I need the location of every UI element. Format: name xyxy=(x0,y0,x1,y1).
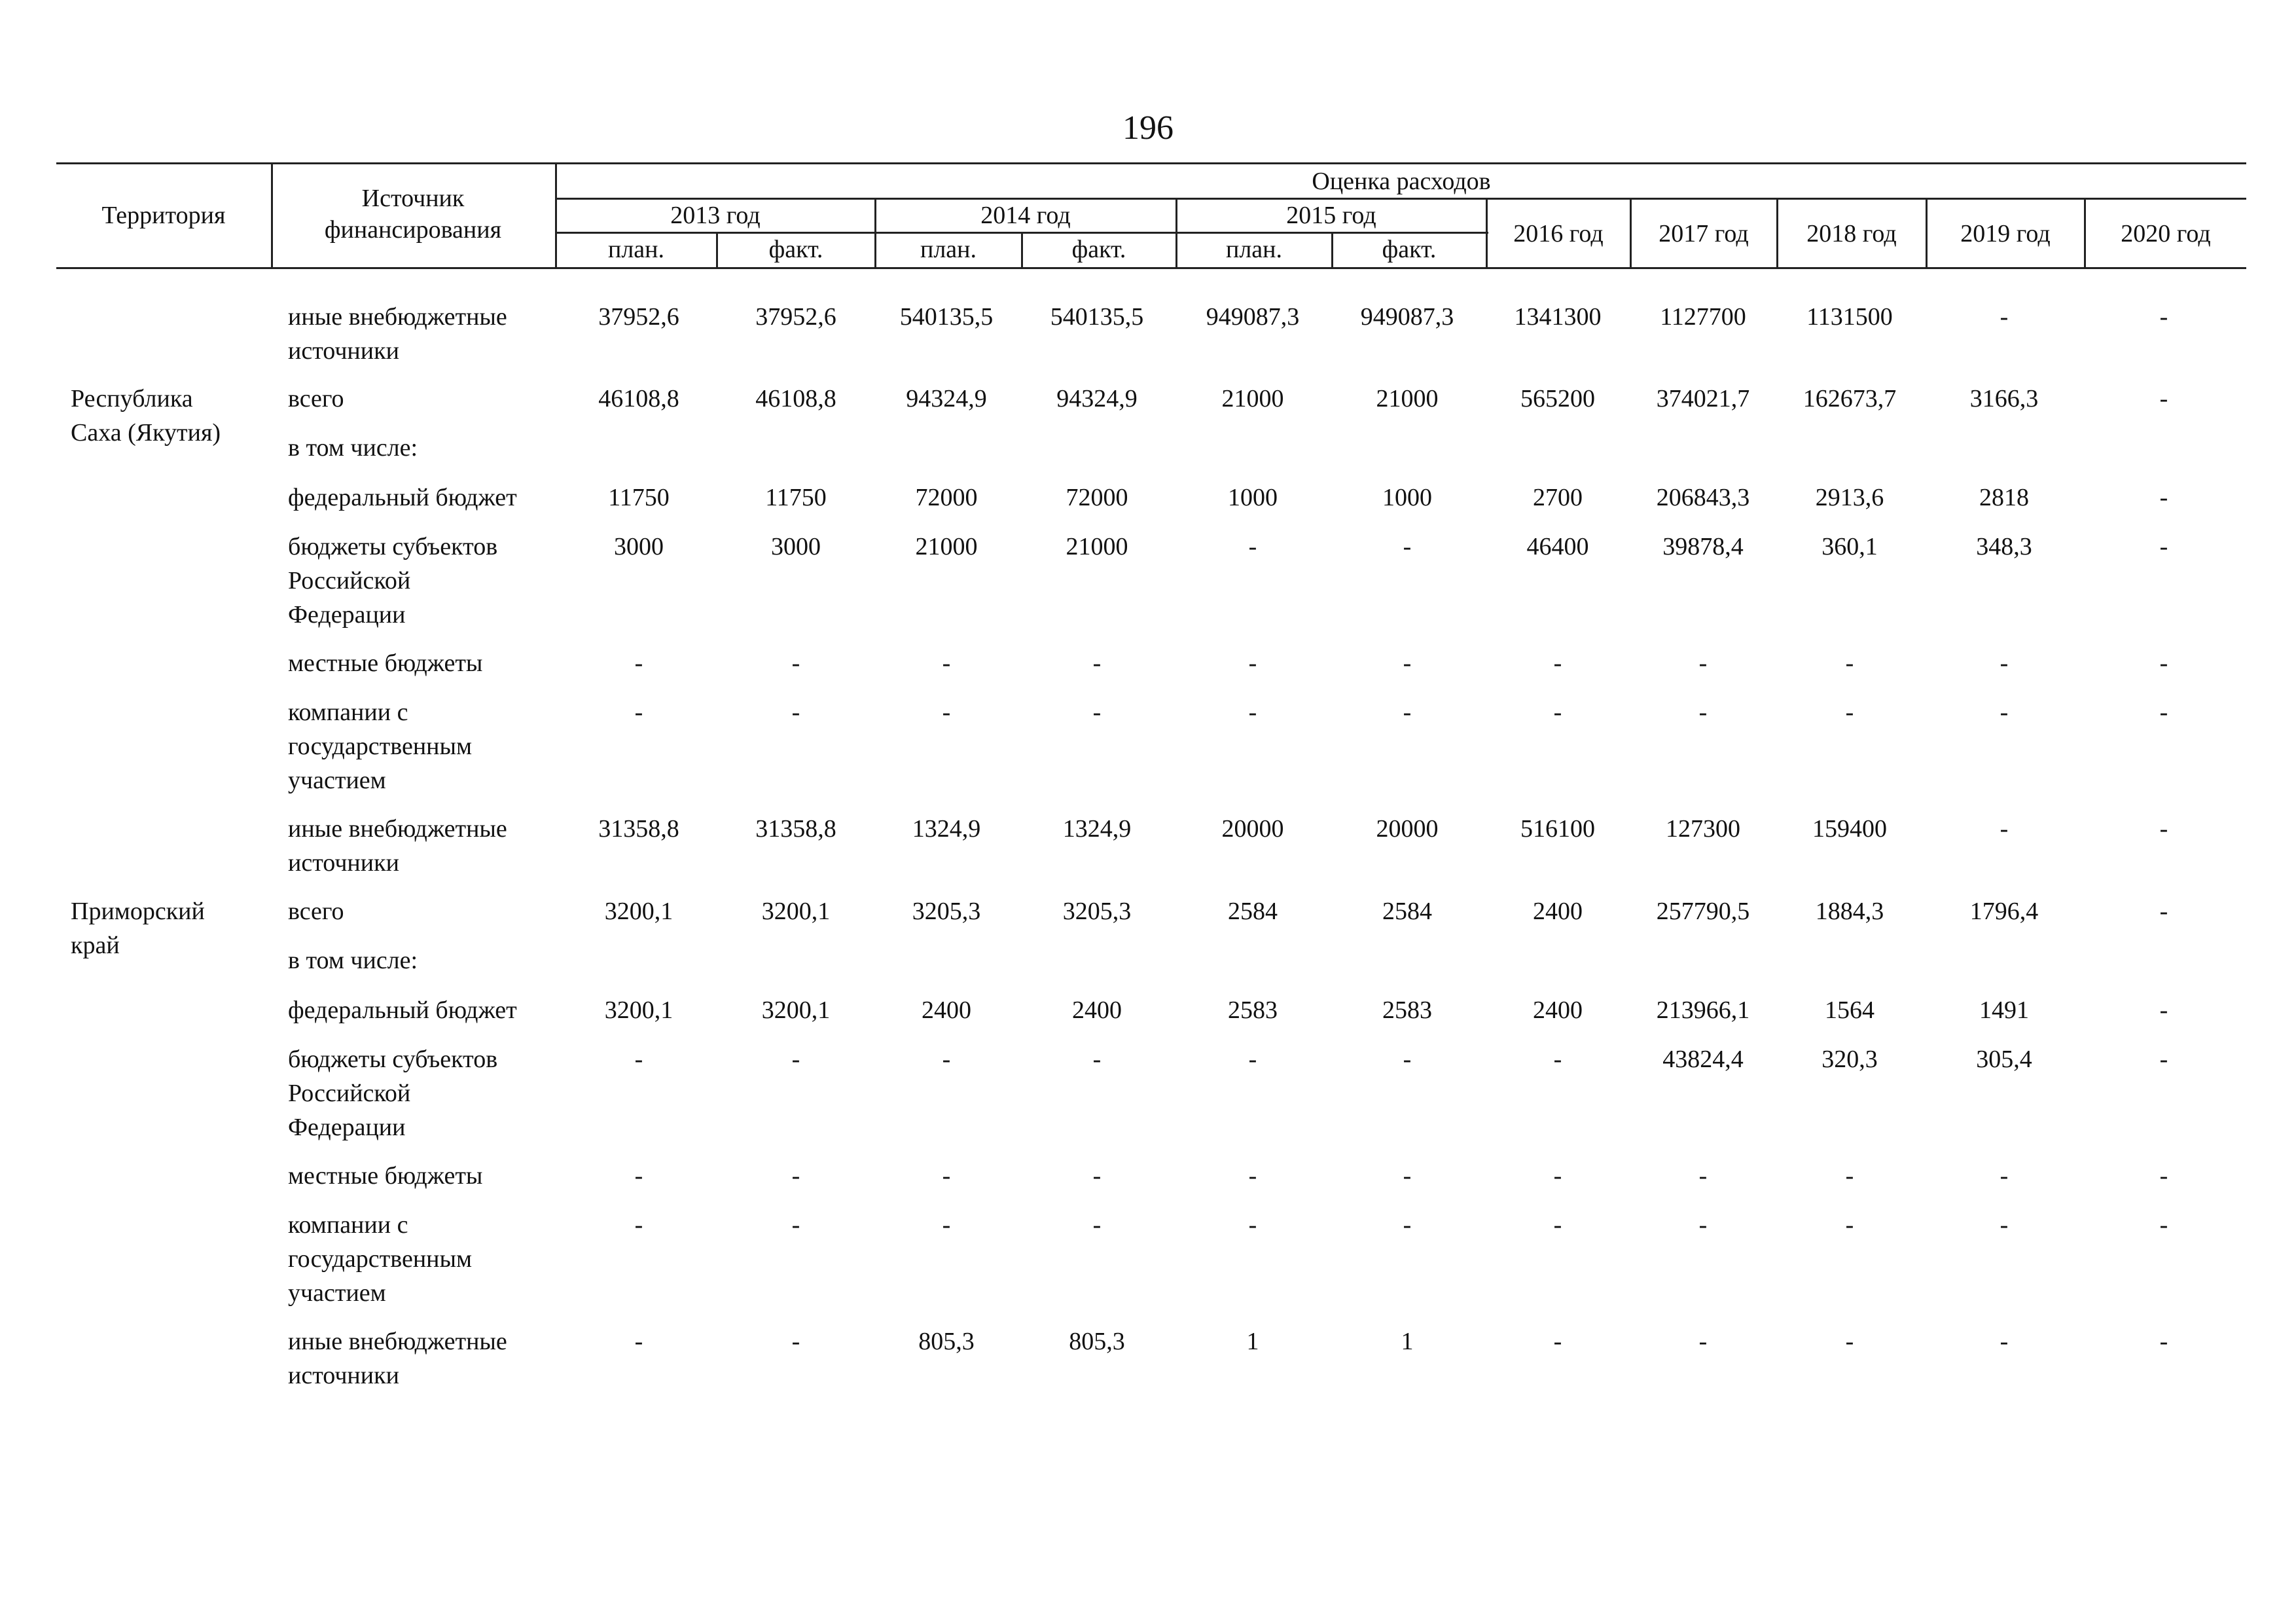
header-year-2013: 2013 год xyxy=(670,202,761,229)
source-label: бюджеты субъектов xyxy=(288,533,498,560)
value-cell: 21000 xyxy=(1376,385,1439,412)
value-cell: 1564 xyxy=(1825,996,1874,1024)
value-cell: 159400 xyxy=(1812,815,1887,843)
value-cell: - xyxy=(1092,1162,1102,1190)
header-year-2016: 2016 год xyxy=(1513,220,1604,247)
header-2015-fact: факт. xyxy=(1382,236,1437,263)
value-cell: - xyxy=(2159,533,2168,560)
value-cell: 949087,3 xyxy=(1206,303,1300,331)
source-label: в том числе: xyxy=(288,434,418,462)
value-cell: 3200,1 xyxy=(604,898,673,925)
value-cell: - xyxy=(791,1328,800,1355)
value-cell: 374021,7 xyxy=(1656,385,1750,412)
source-label: бюджеты субъектов xyxy=(288,1046,498,1073)
source-label: иные внебюджетные xyxy=(288,815,507,843)
value-cell: - xyxy=(2159,1211,2168,1239)
source-label: источники xyxy=(288,849,399,877)
source-label: иные внебюджетные xyxy=(288,1328,507,1355)
source-label: государственным xyxy=(288,733,473,760)
value-cell: - xyxy=(634,1046,643,1073)
source-label: Федерации xyxy=(288,601,406,629)
header-year-2014: 2014 год xyxy=(980,202,1071,229)
source-label: источники xyxy=(288,1362,399,1389)
header-2013-fact: факт. xyxy=(768,236,823,263)
territory-label: край xyxy=(71,932,120,959)
value-cell: 94324,9 xyxy=(1056,385,1138,412)
value-cell: 360,1 xyxy=(1821,533,1878,560)
value-cell: - xyxy=(1845,1162,1854,1190)
value-cell: - xyxy=(1698,1211,1708,1239)
value-cell: 3200,1 xyxy=(604,996,673,1024)
value-cell: - xyxy=(2159,1328,2168,1355)
value-cell: 2818 xyxy=(1979,484,2029,511)
value-cell: 127300 xyxy=(1666,815,1740,843)
value-cell: 2400 xyxy=(1533,898,1583,925)
value-cell: 1131500 xyxy=(1806,303,1893,331)
header-top-rule xyxy=(56,162,2246,164)
value-cell: - xyxy=(1248,533,1257,560)
value-cell: 3166,3 xyxy=(1969,385,2039,412)
value-cell: 1341300 xyxy=(1514,303,1602,331)
header-year-2017: 2017 год xyxy=(1659,220,1749,247)
value-cell: - xyxy=(2159,385,2168,412)
value-cell: - xyxy=(634,1162,643,1190)
value-cell: - xyxy=(942,1046,951,1073)
source-label: в том числе: xyxy=(288,947,418,974)
value-cell: 39878,4 xyxy=(1662,533,1744,560)
value-cell: - xyxy=(2000,303,2009,331)
value-cell: - xyxy=(1553,1328,1562,1355)
source-label: источники xyxy=(288,337,399,365)
value-cell: 348,3 xyxy=(1976,533,2032,560)
value-cell: - xyxy=(1092,1211,1102,1239)
value-cell: 565200 xyxy=(1520,385,1595,412)
header-2015-plan: план. xyxy=(1225,236,1282,263)
page-number: 196 xyxy=(1122,109,1174,147)
value-cell: 257790,5 xyxy=(1656,898,1750,925)
source-label: местные бюджеты xyxy=(288,649,483,677)
value-cell: - xyxy=(942,649,951,677)
value-cell: 31358,8 xyxy=(755,815,836,843)
value-cell: 1796,4 xyxy=(1969,898,2039,925)
value-cell: - xyxy=(2159,996,2168,1024)
value-cell: - xyxy=(1248,1046,1257,1073)
value-cell: 213966,1 xyxy=(1656,996,1750,1024)
value-cell: - xyxy=(1403,649,1412,677)
value-cell: 21000 xyxy=(1221,385,1284,412)
value-cell: - xyxy=(2000,1328,2009,1355)
value-cell: - xyxy=(1845,699,1854,726)
value-cell: - xyxy=(634,699,643,726)
value-cell: - xyxy=(1248,1162,1257,1190)
header-expenditure-estimate: Оценка расходов xyxy=(1312,168,1491,195)
value-cell: - xyxy=(1698,1162,1708,1190)
value-cell: 2584 xyxy=(1228,898,1278,925)
value-cell: 805,3 xyxy=(1069,1328,1125,1355)
source-label: компании с xyxy=(288,1211,408,1239)
value-cell: - xyxy=(1553,1046,1562,1073)
value-cell: 2913,6 xyxy=(1815,484,1884,511)
value-cell: 320,3 xyxy=(1821,1046,1878,1073)
value-cell: 37952,6 xyxy=(755,303,836,331)
value-cell: 2400 xyxy=(922,996,971,1024)
source-label: федеральный бюджет xyxy=(288,484,517,511)
value-cell: 3205,3 xyxy=(912,898,981,925)
value-cell: - xyxy=(1553,1211,1562,1239)
source-label: Российской xyxy=(288,567,411,594)
value-cell: - xyxy=(2000,699,2009,726)
value-cell: - xyxy=(1553,1162,1562,1190)
territory-label: Республика xyxy=(71,385,193,412)
source-label: Российской xyxy=(288,1080,411,1107)
value-cell: - xyxy=(1845,1211,1854,1239)
value-cell: - xyxy=(2159,1162,2168,1190)
value-cell: 46400 xyxy=(1526,533,1589,560)
value-cell: 46108,8 xyxy=(755,385,836,412)
value-cell: - xyxy=(2159,898,2168,925)
value-cell: 37952,6 xyxy=(598,303,679,331)
value-cell: - xyxy=(1403,533,1412,560)
value-cell: - xyxy=(1403,699,1412,726)
value-cell: - xyxy=(791,649,800,677)
value-cell: - xyxy=(1553,699,1562,726)
value-cell: - xyxy=(2000,1162,2009,1190)
source-label: государственным xyxy=(288,1245,473,1273)
source-label: федеральный бюджет xyxy=(288,996,517,1024)
value-cell: - xyxy=(634,1211,643,1239)
value-cell: 43824,4 xyxy=(1662,1046,1744,1073)
value-cell: 1000 xyxy=(1382,484,1432,511)
header-year-2015: 2015 год xyxy=(1286,202,1376,229)
value-cell: - xyxy=(634,649,643,677)
value-cell: - xyxy=(1248,699,1257,726)
value-cell: - xyxy=(791,1162,800,1190)
value-cell: 162673,7 xyxy=(1803,385,1897,412)
value-cell: 206843,3 xyxy=(1656,484,1750,511)
source-label: местные бюджеты xyxy=(288,1162,483,1190)
source-label: участием xyxy=(288,1279,386,1307)
value-cell: 1324,9 xyxy=(1062,815,1132,843)
value-cell: - xyxy=(1092,699,1102,726)
header-group-rule xyxy=(556,198,2246,200)
value-cell: - xyxy=(1248,1211,1257,1239)
value-cell: 21000 xyxy=(1066,533,1128,560)
source-label: участием xyxy=(288,767,386,794)
header-year-2019: 2019 год xyxy=(1960,220,2051,247)
value-cell: - xyxy=(2159,649,2168,677)
value-cell: 11750 xyxy=(765,484,827,511)
value-cell: - xyxy=(1698,649,1708,677)
value-cell: 3000 xyxy=(614,533,664,560)
header-2013-plan: план. xyxy=(607,236,664,263)
value-cell: - xyxy=(1403,1211,1412,1239)
value-cell: - xyxy=(2159,1046,2168,1073)
value-cell: 11750 xyxy=(608,484,670,511)
value-cell: 3000 xyxy=(771,533,821,560)
value-cell: - xyxy=(1248,649,1257,677)
value-cell: - xyxy=(2159,815,2168,843)
value-cell: 2700 xyxy=(1533,484,1583,511)
value-cell: 2584 xyxy=(1382,898,1432,925)
value-cell: 3200,1 xyxy=(761,898,831,925)
value-cell: 1 xyxy=(1246,1328,1259,1355)
source-label: иные внебюджетные xyxy=(288,303,507,331)
value-cell: - xyxy=(942,1162,951,1190)
source-label: всего xyxy=(288,898,344,925)
value-cell: - xyxy=(942,1211,951,1239)
value-cell: 2583 xyxy=(1382,996,1432,1024)
value-cell: 21000 xyxy=(915,533,978,560)
value-cell: 3200,1 xyxy=(761,996,831,1024)
header-2014-plan: план. xyxy=(920,236,977,263)
value-cell: - xyxy=(1698,1328,1708,1355)
value-cell: 1127700 xyxy=(1660,303,1746,331)
value-cell: - xyxy=(1698,699,1708,726)
value-cell: - xyxy=(634,1328,643,1355)
value-cell: 949087,3 xyxy=(1360,303,1454,331)
value-cell: - xyxy=(1403,1046,1412,1073)
header-territory: Территория xyxy=(101,202,226,229)
value-cell: - xyxy=(1403,1162,1412,1190)
territory-label: Саха (Якутия) xyxy=(71,419,221,447)
header-year-2020: 2020 год xyxy=(2121,220,2211,247)
header-2014-fact: факт. xyxy=(1071,236,1126,263)
value-cell: - xyxy=(2000,1211,2009,1239)
source-label: всего xyxy=(288,385,344,412)
value-cell: 20000 xyxy=(1221,815,1284,843)
header-source-line1: Источник xyxy=(361,185,465,212)
value-cell: 1884,3 xyxy=(1815,898,1884,925)
value-cell: 1491 xyxy=(1979,996,2029,1024)
value-cell: 2400 xyxy=(1533,996,1583,1024)
header-year-2018: 2018 год xyxy=(1806,220,1897,247)
value-cell: - xyxy=(1092,1046,1102,1073)
value-cell: 3205,3 xyxy=(1062,898,1132,925)
value-cell: - xyxy=(2159,484,2168,511)
value-cell: - xyxy=(791,1211,800,1239)
value-cell: - xyxy=(1845,649,1854,677)
value-cell: 20000 xyxy=(1376,815,1439,843)
value-cell: 805,3 xyxy=(918,1328,975,1355)
header-source-line2: финансирования xyxy=(324,216,502,244)
value-cell: 2400 xyxy=(1072,996,1122,1024)
value-cell: 2583 xyxy=(1228,996,1278,1024)
value-cell: - xyxy=(2159,699,2168,726)
value-cell: - xyxy=(942,699,951,726)
source-label: компании с xyxy=(288,699,408,726)
value-cell: 305,4 xyxy=(1976,1046,2032,1073)
value-cell: 94324,9 xyxy=(906,385,987,412)
value-cell: 540135,5 xyxy=(899,303,994,331)
value-cell: - xyxy=(791,699,800,726)
value-cell: 540135,5 xyxy=(1050,303,1144,331)
header-bottom-rule xyxy=(56,267,2246,269)
value-cell: 72000 xyxy=(915,484,978,511)
value-cell: 1324,9 xyxy=(912,815,981,843)
territory-label: Приморский xyxy=(71,898,205,925)
value-cell: - xyxy=(1845,1328,1854,1355)
value-cell: - xyxy=(2000,649,2009,677)
value-cell: 1 xyxy=(1401,1328,1414,1355)
value-cell: - xyxy=(2000,815,2009,843)
source-label: Федерации xyxy=(288,1114,406,1141)
value-cell: 31358,8 xyxy=(598,815,679,843)
value-cell: - xyxy=(2159,303,2168,331)
value-cell: 1000 xyxy=(1228,484,1278,511)
value-cell: 46108,8 xyxy=(598,385,679,412)
value-cell: 516100 xyxy=(1520,815,1595,843)
value-cell: - xyxy=(1092,649,1102,677)
value-cell: - xyxy=(1553,649,1562,677)
value-cell: 72000 xyxy=(1066,484,1128,511)
value-cell: - xyxy=(791,1046,800,1073)
